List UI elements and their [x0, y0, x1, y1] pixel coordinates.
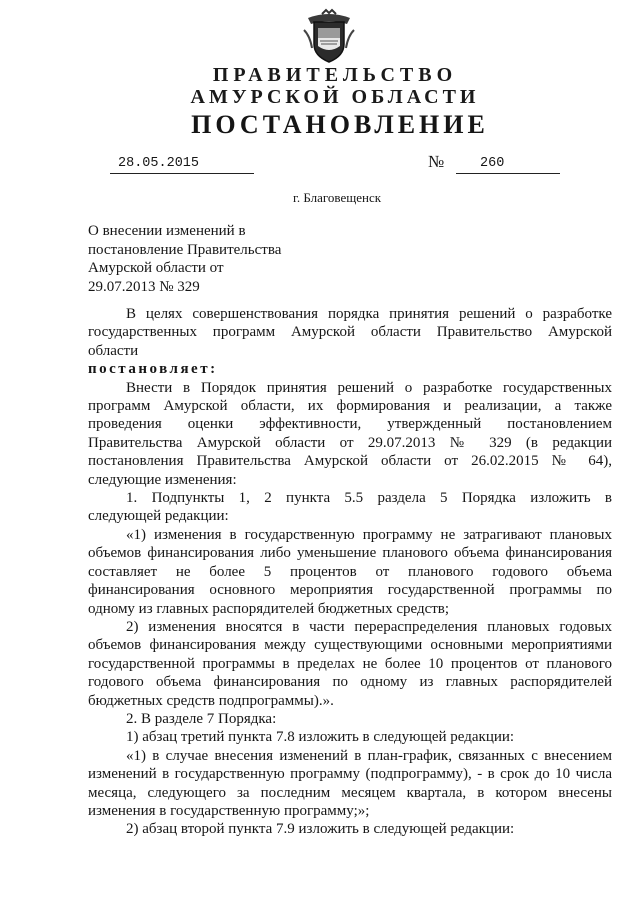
document-subject — [88, 222, 281, 296]
government-name: ПРАВИТЕЛЬСТВО — [212, 64, 458, 86]
document-number: 260 — [456, 156, 560, 174]
paragraph-line: одному из главных распорядителей бюджетных средств; — [88, 600, 450, 617]
paragraph-line: следующие изменения: — [88, 471, 237, 488]
paragraph-line: 2) изменения вносятся в части перераспределения плановых годовых — [126, 618, 612, 635]
subject-line: постановление Правительства — [88, 241, 282, 258]
document-date: 28.05.2015 — [110, 156, 254, 174]
paragraph-line: проведения оценки эффективности, утвержденный постановлением — [88, 416, 612, 433]
document-body — [88, 305, 612, 839]
paragraph-line: 2. В разделе 7 Порядка: — [126, 710, 277, 727]
paragraph-line: государственной программы в пределах не более 10 процентов от планового — [88, 655, 612, 672]
paragraph-line: 1. Подпункты 1, 2 пункта 5.5 раздела 5 Порядка изложить в — [126, 490, 612, 507]
subject-line: 29.07.2013 № 329 — [88, 278, 200, 295]
paragraph-line: объемов финансирования либо уменьшение планового объема финансирования — [88, 545, 612, 562]
decree-word: постановляет: — [88, 361, 218, 378]
paragraph-line: 1) абзац третий пункта 7.8 изложить в следующей редакции: — [126, 729, 515, 746]
region-name: АМУРСКОЙ ОБЛАСТИ — [190, 86, 480, 108]
paragraph-line: Правительства Амурской области от 29.07.2013 № 329 (в редакции — [88, 434, 612, 451]
paragraph-line: программ Амурской области, их формирования и реализации, а также — [88, 398, 612, 415]
paragraph-line: «1) в случае внесения изменений в план-график, связанных с внесением — [126, 747, 612, 764]
paragraph-line: 2) абзац второй пункта 7.9 изложить в следующей редакции: — [126, 821, 515, 838]
paragraph-line: изменения в государственную программу;»; — [88, 802, 370, 819]
paragraph-line: «1) изменения в государственную программу не затрагивают плановых — [126, 526, 612, 543]
paragraph-line: Внести в Порядок принятия решений о разработке государственных — [126, 379, 612, 396]
document-type-title: ПОСТАНОВЛЕНИЕ — [191, 110, 489, 139]
paragraph-line: финансирования основного мероприятия государственной программы по — [88, 582, 612, 599]
number-sign: № — [428, 152, 445, 171]
paragraph-line: годового объема финансирования по одному из главных распорядителей — [88, 674, 612, 691]
intro-line: В целях совершенствования порядка принятия решений о разработке — [126, 306, 612, 322]
subject-line: О внесении изменений в — [88, 223, 246, 239]
subject-line: Амурской области от — [88, 260, 224, 276]
paragraph-line: месяца, следующего за последним месяцем квартала, в котором внесены — [88, 784, 612, 801]
paragraph-line: бюджетных средств подпрограммы).». — [88, 692, 334, 709]
paragraph-line: следующей редакции: — [88, 508, 229, 525]
paragraph-line: изменений в государственную программу (подпрограмму), - в срок до 10 числа — [88, 766, 612, 783]
intro-line: государственных программ Амурской области Правительство Амурской — [88, 324, 612, 341]
paragraph-line: объемов финансирования между существующими основными мероприятиями — [88, 637, 612, 654]
city-line: г. Благовещенск — [292, 190, 382, 205]
coat-of-arms-icon — [300, 8, 358, 66]
intro-line: области — [88, 342, 139, 359]
paragraph-line: постановления Правительства Амурской области от 26.02.2015 № 64), — [88, 453, 612, 470]
paragraph-line: составляет не более 5 процентов от планового годового объема — [88, 563, 612, 580]
